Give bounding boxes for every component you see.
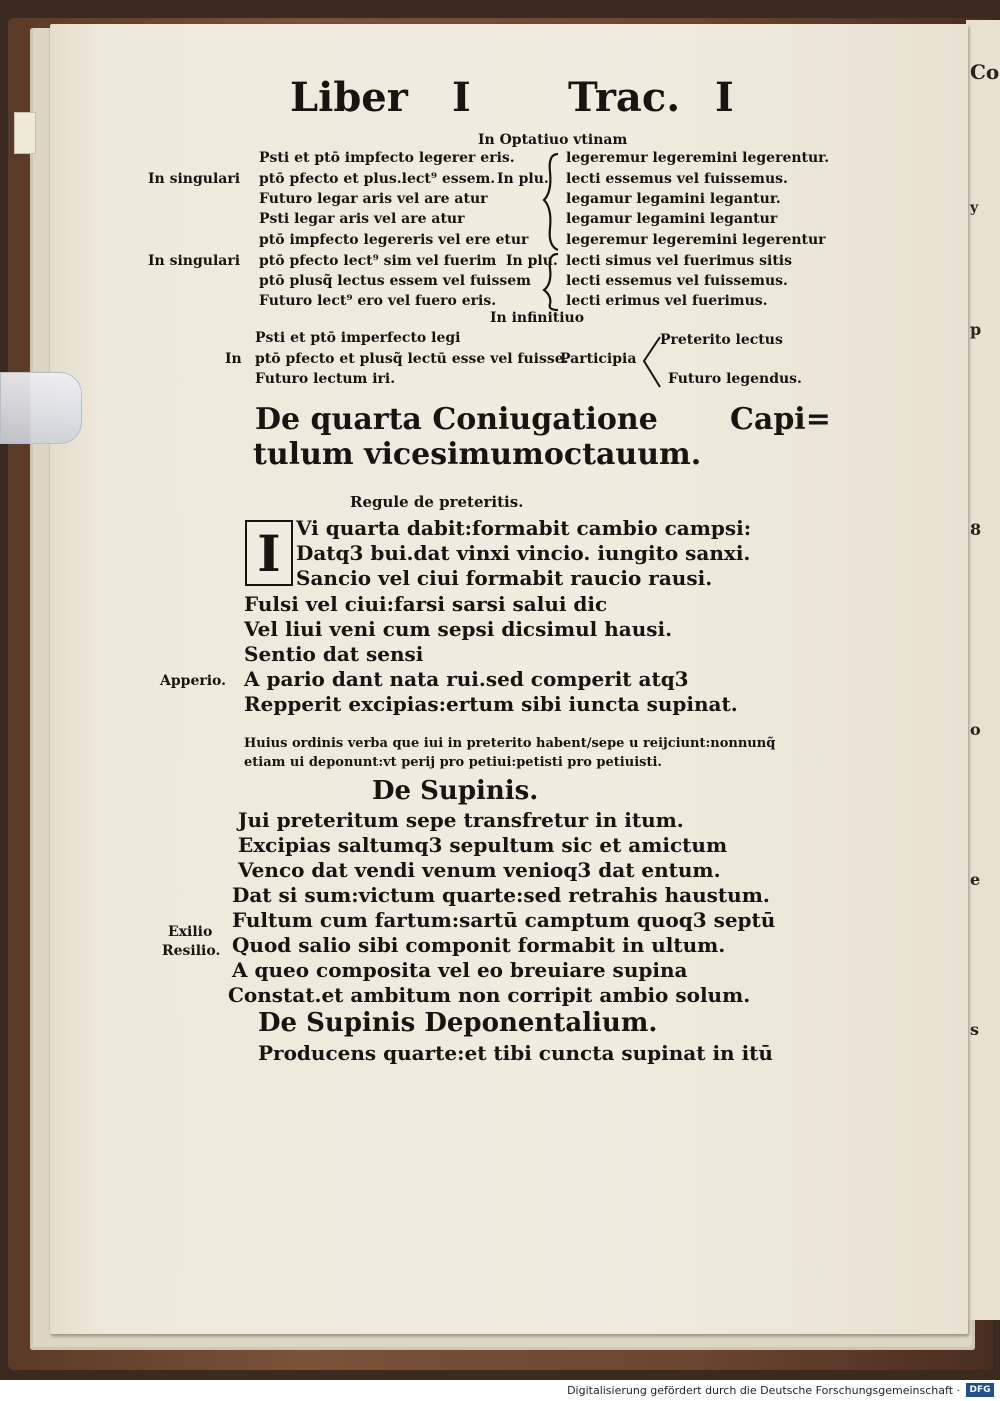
paradigm-line: ptō impfecto legereris vel ere etur xyxy=(259,232,529,248)
paradigm-line: lecti simus vel fuerimus sitis xyxy=(566,253,793,269)
verse-line: Fultum cum fartum:sartū camptum quoq3 septū xyxy=(232,908,776,932)
header-liber: Liber xyxy=(290,74,408,121)
neighbor-glyph: p xyxy=(970,320,982,339)
section-heading: Regule de preteritis. xyxy=(350,493,524,511)
chapter-title-hyphen: Capi= xyxy=(730,402,831,437)
participle-line: Preterito lectus xyxy=(660,332,783,348)
paradigm-line: lecti essemus vel fuissemus. xyxy=(566,171,788,187)
paradigm-line: lecti erimus vel fuerimus. xyxy=(566,293,768,309)
optativus-heading: In Optatiuo vtinam xyxy=(478,132,628,148)
paradigm-line: legamur legamini legantur xyxy=(566,211,778,227)
paradigm-line: Psti et ptō impfecto legerer eris. xyxy=(259,150,515,166)
label-in: In xyxy=(225,351,242,367)
dfg-logo: DFG xyxy=(966,1383,994,1397)
footer-credit: Digitalisierung gefördert durch die Deutsche Forschungsgemeinschaft · xyxy=(567,1384,960,1397)
header-liber-number: I xyxy=(452,74,471,121)
verse-line: Datq3 bui.dat vinxi vincio. iungito sanxi. xyxy=(296,541,751,565)
infinitivus-heading: In infinitiuo xyxy=(490,310,585,326)
verse-line: Sancio vel ciui formabit raucio rausi. xyxy=(296,566,713,590)
chapter-title: De quarta Coniugatione xyxy=(255,402,658,437)
verse-line: Repperit excipias:ertum sibi iuncta supinat. xyxy=(244,692,738,716)
commentary-line: Huius ordinis verba que iui in preterito habent/sepe u reijciunt:nonnunq̃ xyxy=(244,736,776,751)
paradigm-line: ptō pfecto et plus.lect⁹ essem. xyxy=(259,171,496,187)
header-trac-number: I xyxy=(715,74,734,121)
neighbor-glyph: 8 xyxy=(970,520,982,539)
paper-tab xyxy=(14,112,36,154)
label-in-plurali: In plu. xyxy=(497,171,549,187)
verse-line: A pario dant nata rui.sed comperit atq3 xyxy=(244,667,689,691)
verse-line: Vi quarta dabit:formabit cambio campsi: xyxy=(296,516,752,540)
margin-note: Apperio. xyxy=(160,673,227,689)
paradigm-line: legamur legamini legantur. xyxy=(566,191,781,207)
neighbor-page-edge xyxy=(966,20,1000,1320)
participle-line: Futuro legendus. xyxy=(668,371,802,387)
drop-cap: I xyxy=(245,520,293,586)
paradigm-line: Futuro lectum iri. xyxy=(255,371,396,387)
paradigm-line: Futuro legar aris vel are atur xyxy=(259,191,488,207)
verse-line: Venco dat vendi venum venioq3 dat entum. xyxy=(238,858,721,882)
paradigm-line: ptō pfecto lect⁹ sim vel fuerim xyxy=(259,253,497,269)
paradigm-line: Futuro lect⁹ ero vel fuero eris. xyxy=(259,293,497,309)
chapter-title: tulum vicesimumoctauum. xyxy=(253,437,702,472)
paradigm-line: ptō pfecto et plusq̃ lectū esse vel fuisse. xyxy=(255,351,569,367)
paradigm-line: Psti et ptō imperfecto legi xyxy=(255,330,461,346)
neighbor-glyph: s xyxy=(970,1020,980,1039)
curly-brace-icon xyxy=(540,150,564,310)
verse-line: Constat.et ambitum non corripit ambio solum. xyxy=(228,983,751,1007)
header-trac: Trac. xyxy=(568,74,681,121)
label-in-singulari: In singulari xyxy=(148,253,241,269)
neighbor-glyph: Co xyxy=(970,60,1000,84)
footer-bar xyxy=(0,1380,1000,1401)
paradigm-line: legeremur legeremini legerentur. xyxy=(566,150,830,166)
section-heading: De Supinis. xyxy=(372,776,539,806)
margin-note: Resilio. xyxy=(162,943,221,959)
label-in-plurali: In plu. xyxy=(506,253,558,269)
neighbor-glyph: y xyxy=(970,200,979,216)
commentary-line: etiam ui deponunt:vt perij pro petiui:petisti pro petiuisti. xyxy=(244,755,662,770)
verse-line: Quod salio sibi componit formabit in ultum. xyxy=(232,933,726,957)
verse-line: A queo composita vel eo breuiare supina xyxy=(232,958,688,982)
paradigm-line: ptō plusq̃ lectus essem vel fuissem xyxy=(259,273,531,289)
paradigm-line: lecti essemus vel fuissemus. xyxy=(566,273,788,289)
neighbor-glyph: e xyxy=(970,870,981,889)
label-participia: Participia xyxy=(560,351,637,367)
verse-line: Excipias saltumq3 sepultum sic et amictum xyxy=(238,833,728,857)
verse-line: Producens quarte:et tibi cuncta supinat in itū xyxy=(258,1041,773,1065)
plastic-clip xyxy=(0,372,82,444)
neighbor-glyph: o xyxy=(970,720,981,739)
verse-line: Fulsi vel ciui:farsi sarsi salui dic xyxy=(244,592,608,616)
verse-line: Dat si sum:victum quarte:sed retrahis haustum. xyxy=(232,883,770,907)
label-in-singulari: In singulari xyxy=(148,171,241,187)
verse-line: Vel liui veni cum sepsi dicsimul hausi. xyxy=(244,617,673,641)
paradigm-line: legeremur legeremini legerentur xyxy=(566,232,826,248)
margin-note: Exilio xyxy=(168,924,213,940)
paradigm-line: Psti legar aris vel are atur xyxy=(259,211,465,227)
verse-line: Jui preteritum sepe transfretur in itum. xyxy=(238,808,684,832)
verse-line: Sentio dat sensi xyxy=(244,642,424,666)
section-heading: De Supinis Deponentalium. xyxy=(258,1008,658,1038)
